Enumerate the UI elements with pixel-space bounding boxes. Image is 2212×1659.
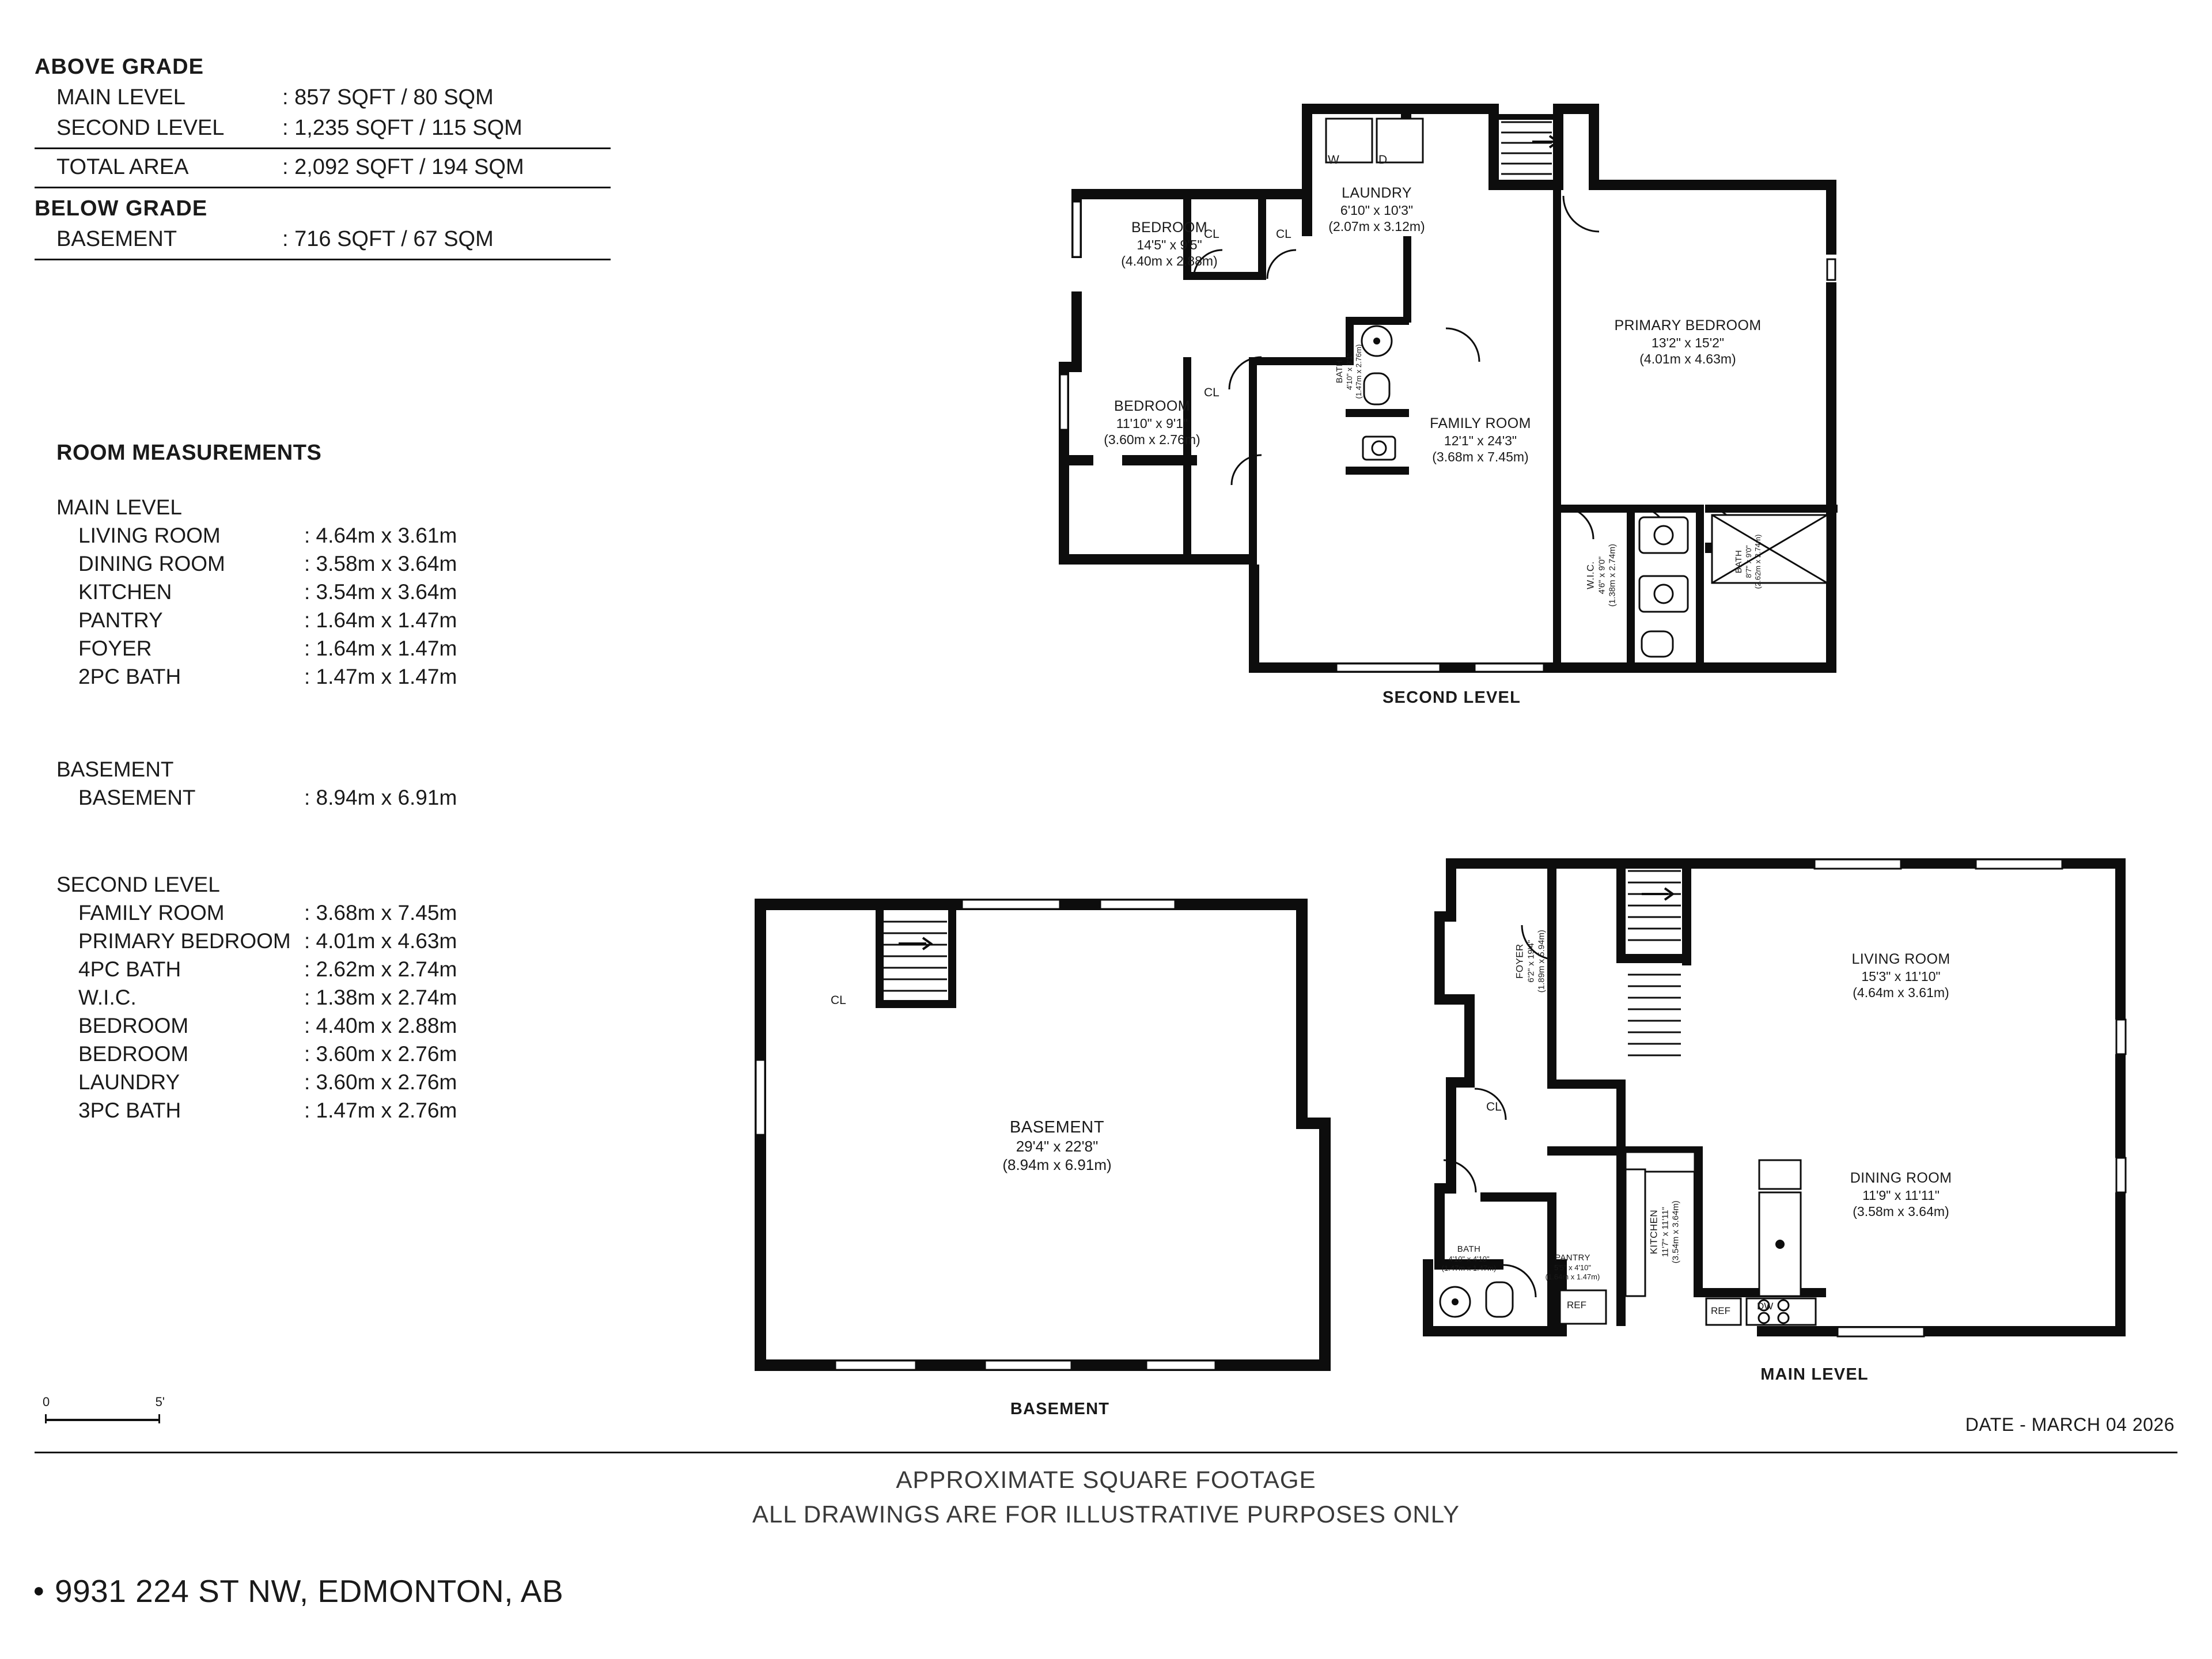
- room-imperial: 11'7" x 11'11": [1660, 1207, 1671, 1257]
- group-title: BASEMENT: [56, 757, 174, 781]
- room-size: : 3.60m x 2.76m: [304, 1070, 457, 1094]
- room-label-pantry: [1515, 1253, 1630, 1282]
- room-imperial: 11'9" x 11'11": [1862, 1187, 1940, 1203]
- room-size: : 1.38m x 2.74m: [304, 986, 457, 1009]
- second-level-plan: [899, 86, 1912, 806]
- measurement-item: [56, 786, 457, 810]
- closet-label: CL: [1276, 228, 1291, 241]
- plan-title-second-level: SECOND LEVEL: [1382, 688, 1521, 707]
- measurement-group-main-level: [56, 495, 457, 689]
- room-size: : 1.47m x 1.47m: [304, 665, 457, 688]
- room-name: PRIMARY BEDROOM: [1614, 317, 1762, 334]
- room-metric: (1.89m x 5.94m): [1536, 930, 1547, 993]
- room-label-dining-room: [1815, 1169, 1987, 1219]
- above-grade-row: [35, 116, 657, 141]
- room-imperial: 11'10" x 9'1": [1116, 415, 1188, 431]
- above-grade-row: [35, 85, 657, 110]
- measurement-item: [56, 986, 457, 1010]
- measurement-item: [56, 580, 457, 604]
- room-size: : 3.68m x 7.45m: [304, 901, 457, 925]
- room-imperial: 4'10" x 4'10": [1448, 1255, 1490, 1264]
- room-name: FAMILY ROOM: [1430, 415, 1531, 431]
- second-level-label: SECOND LEVEL: [56, 116, 225, 140]
- measurement-item: [56, 901, 457, 925]
- room-label-primary-bedroom: [1596, 317, 1780, 367]
- room-imperial: 6'10" x 10'3": [1340, 202, 1414, 218]
- above-grade-title: ABOVE GRADE: [35, 55, 204, 79]
- room-name: FAMILY ROOM: [78, 901, 225, 925]
- room-imperial: 14'5" x 9'5": [1137, 237, 1202, 252]
- room-label-bath-3pc: [1335, 331, 1363, 412]
- room-metric: (1.47m x 1.47m): [1441, 1264, 1497, 1273]
- main-level-value: : 857 SQFT / 80 SQM: [282, 85, 494, 109]
- room-metric: (1.38m x 2.74m): [1607, 544, 1618, 607]
- room-metric: (4.01m x 4.63m): [1639, 351, 1736, 366]
- room-label-bedroom-2: [1071, 397, 1233, 448]
- below-grade-row: [35, 227, 657, 252]
- appliance-dryer-label: D: [1378, 153, 1388, 166]
- main-level-label: MAIN LEVEL: [56, 85, 185, 109]
- room-imperial: 15'3" x 11'10": [1861, 968, 1941, 984]
- total-area-row: [35, 155, 657, 180]
- basement-label: BASEMENT: [56, 227, 177, 251]
- room-metric: (3.68m x 7.45m): [1432, 449, 1529, 464]
- scale-end-label: 5': [155, 1395, 165, 1409]
- measurement-item: [56, 608, 457, 632]
- room-metric: (3.54m x 3.64m): [1671, 1200, 1681, 1264]
- room-size: : 1.47m x 2.76m: [304, 1099, 457, 1122]
- second-level-value: : 1,235 SQFT / 115 SQM: [282, 116, 522, 140]
- disclaimer-line-1: APPROXIMATE SQUARE FOOTAGE: [896, 1466, 1316, 1493]
- divider: [35, 187, 611, 188]
- room-imperial: 6'2" x 19'4": [1526, 940, 1536, 983]
- footer-divider: [35, 1452, 2177, 1453]
- room-metric: (1.64m x 1.47m): [1545, 1272, 1600, 1282]
- closet-label: CL: [1204, 386, 1219, 399]
- area-summary-panel: [35, 55, 657, 266]
- measurement-item: [56, 552, 457, 576]
- room-label-kitchen: [1648, 1169, 1681, 1296]
- measurement-item: [56, 1099, 457, 1123]
- property-address: [33, 1573, 564, 1609]
- plan-date: DATE - MARCH 04 2026: [1965, 1414, 2175, 1435]
- measurement-item: [56, 1042, 457, 1066]
- divider: [35, 259, 611, 260]
- room-name: LAUNDRY: [1342, 185, 1412, 201]
- room-imperial: 4'6" x 9'0": [1597, 556, 1607, 594]
- room-label-family-room: [1406, 415, 1555, 465]
- measurement-item: [56, 929, 457, 953]
- room-name: BEDROOM: [1131, 219, 1207, 236]
- room-name: BATH: [1334, 359, 1344, 384]
- room-name: 3PC BATH: [78, 1099, 181, 1122]
- appliance-refrigerator-label: REF: [1567, 1300, 1586, 1310]
- room-name: DINING ROOM: [1850, 1170, 1952, 1186]
- measurement-item: [56, 957, 457, 982]
- room-metric: (3.58m x 3.64m): [1853, 1203, 1949, 1219]
- room-size: : 1.64m x 1.47m: [304, 637, 457, 660]
- room-metric: (3.60m x 2.76m): [1104, 431, 1200, 447]
- room-name: PANTRY: [1555, 1253, 1590, 1263]
- basement-value: : 716 SQFT / 67 SQM: [282, 227, 494, 251]
- measurement-item: [56, 524, 457, 548]
- appliance-refrigerator-label: REF: [1711, 1305, 1730, 1316]
- main-level-plan: [1411, 847, 2160, 1417]
- room-label-wic: [1585, 524, 1618, 627]
- group-title: SECOND LEVEL: [56, 873, 220, 896]
- room-metric: (1.47m x 2.76m): [1354, 344, 1363, 399]
- room-name: BATH: [1457, 1244, 1481, 1254]
- scale-bar: [43, 1395, 165, 1423]
- appliance-dishwasher-label: DW: [1757, 1301, 1774, 1312]
- room-metric: (8.94m x 6.91m): [1002, 1156, 1112, 1174]
- room-name: FOYER: [1514, 944, 1525, 979]
- measurement-item: [56, 1014, 457, 1038]
- appliance-washer-label: W: [1328, 153, 1339, 166]
- room-metric: (2.62m x 2.74m): [1753, 534, 1763, 589]
- room-name: DINING ROOM: [78, 552, 225, 575]
- room-label-bath-2pc: [1423, 1244, 1515, 1273]
- room-label-foyer: [1514, 895, 1547, 1028]
- plan-title-basement: BASEMENT: [1010, 1400, 1110, 1418]
- room-name: FOYER: [78, 637, 152, 660]
- room-metric: (2.07m x 3.12m): [1328, 218, 1425, 234]
- scale-start-label: 0: [43, 1395, 50, 1409]
- measurement-group-second-level: [56, 873, 457, 1123]
- room-name: PANTRY: [78, 608, 163, 632]
- room-size: : 8.94m x 6.91m: [304, 786, 457, 809]
- room-label-basement: [962, 1118, 1152, 1175]
- room-size: : 4.64m x 3.61m: [304, 524, 457, 547]
- divider: [35, 147, 611, 149]
- room-name: PRIMARY BEDROOM: [78, 929, 291, 953]
- measurement-group-basement: [56, 757, 457, 810]
- room-name: W.I.C.: [78, 986, 137, 1009]
- room-name: 4PC BATH: [78, 957, 181, 981]
- plan-title-main-level: MAIN LEVEL: [1760, 1365, 1869, 1384]
- address-text: 9931 224 ST NW, EDMONTON, AB: [55, 1573, 564, 1609]
- room-size: : 1.64m x 1.47m: [304, 608, 457, 632]
- room-measurements-title: ROOM MEASUREMENTS: [56, 441, 322, 465]
- room-metric: (4.64m x 3.61m): [1853, 984, 1949, 1000]
- room-size: : 3.60m x 2.76m: [304, 1042, 457, 1066]
- group-title: MAIN LEVEL: [56, 495, 182, 519]
- room-name: KITCHEN: [78, 580, 172, 604]
- total-area-label: TOTAL AREA: [56, 155, 189, 179]
- room-name: 2PC BATH: [78, 665, 181, 688]
- room-name: BASEMENT: [1009, 1118, 1105, 1137]
- measurement-item: [56, 637, 457, 661]
- room-label-living-room: [1815, 950, 1987, 1001]
- measurement-item: [56, 665, 457, 689]
- measurement-item: [56, 1070, 457, 1094]
- room-size: : 2.62m x 2.74m: [304, 957, 457, 981]
- room-imperial: 8'7" x 9'0": [1744, 545, 1753, 578]
- room-name: BEDROOM: [78, 1042, 189, 1066]
- room-name: LIVING ROOM: [1851, 951, 1950, 967]
- disclaimer-line-2: ALL DRAWINGS ARE FOR ILLUSTRATIVE PURPOSES ONLY: [752, 1501, 1460, 1528]
- room-imperial: 29'4" x 22'8": [1016, 1138, 1099, 1156]
- room-name: LAUNDRY: [78, 1070, 180, 1094]
- room-imperial: 5'5" x 4'10": [1554, 1263, 1592, 1272]
- total-area-value: : 2,092 SQFT / 194 SQM: [282, 155, 524, 179]
- room-label-laundry: [1302, 184, 1452, 234]
- closet-label: CL: [831, 994, 846, 1007]
- room-label-bath-4pc: [1734, 516, 1763, 608]
- room-size: : 4.01m x 4.63m: [304, 929, 457, 953]
- room-name: BASEMENT: [78, 786, 196, 809]
- below-grade-title: BELOW GRADE: [35, 196, 208, 221]
- room-label-bedroom-1: [1089, 219, 1250, 269]
- room-size: : 3.54m x 3.64m: [304, 580, 457, 604]
- room-name: LIVING ROOM: [78, 524, 221, 547]
- location-pin-icon: ●: [33, 1580, 46, 1601]
- room-name: BATH: [1733, 550, 1744, 574]
- room-imperial: 12'1" x 24'3": [1444, 433, 1517, 448]
- room-imperial: 4'10" x 9'1": [1345, 353, 1354, 391]
- room-imperial: 13'2" x 15'2": [1651, 335, 1725, 350]
- room-name: BEDROOM: [1114, 398, 1190, 414]
- closet-label: CL: [1204, 228, 1219, 241]
- room-size: : 3.58m x 3.64m: [304, 552, 457, 575]
- room-name: BEDROOM: [78, 1014, 189, 1037]
- basement-plan: [743, 887, 1359, 1418]
- room-size: : 4.40m x 2.88m: [304, 1014, 457, 1037]
- closet-label: CL: [1486, 1100, 1502, 1113]
- room-name: W.I.C.: [1585, 561, 1596, 590]
- room-metric: (4.40m x 2.88m): [1121, 253, 1218, 268]
- room-name: KITCHEN: [1648, 1209, 1660, 1255]
